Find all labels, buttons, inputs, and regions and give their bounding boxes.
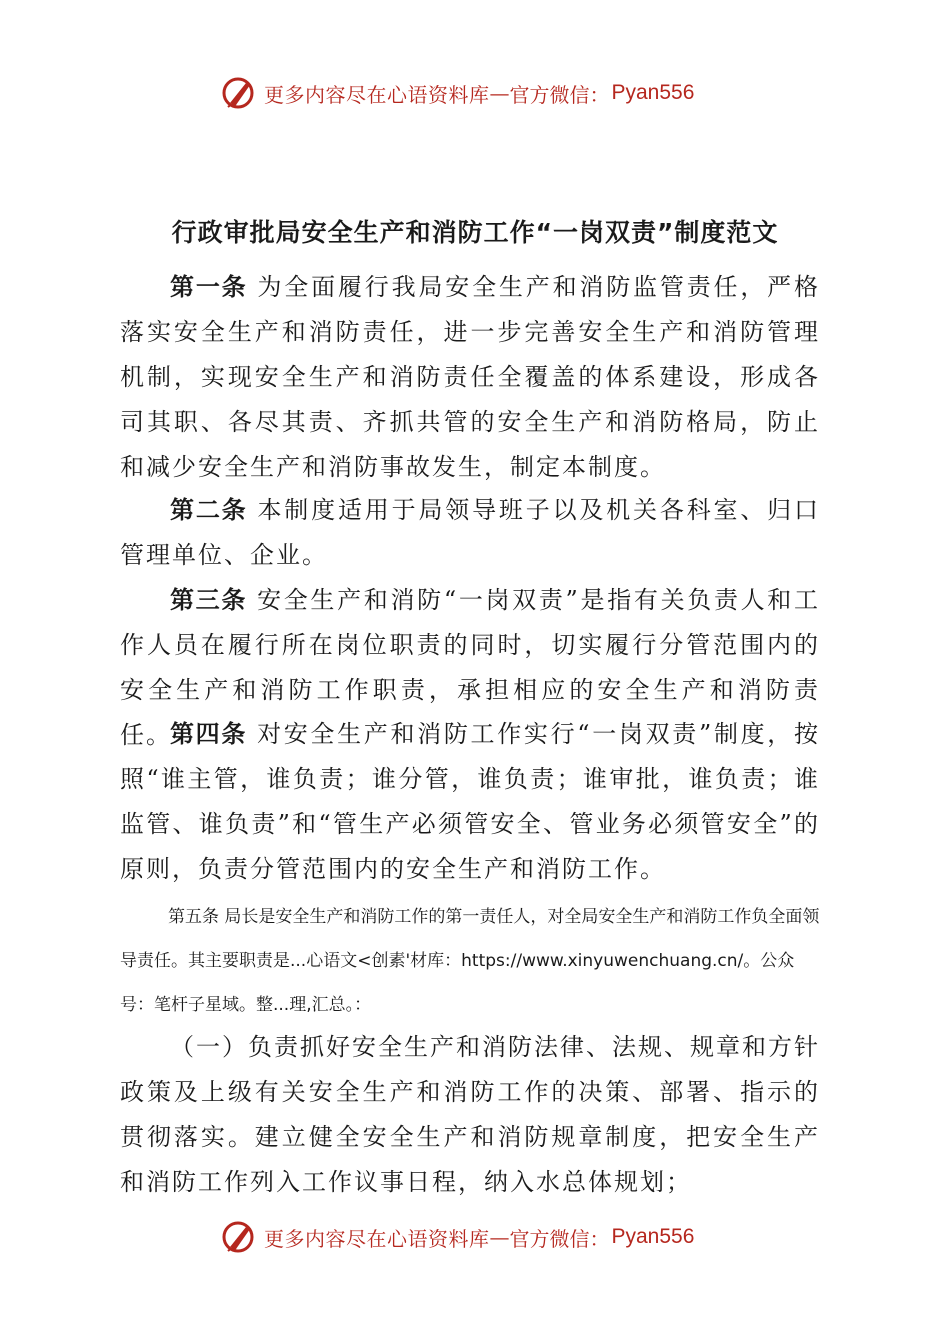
document-title: 行政审批局安全生产和消防工作“一岗双责”制度范文 — [171, 218, 779, 247]
banner-text: 更多内容尽在心语资料库 — [264, 82, 490, 107]
article-4 — [120, 712, 820, 892]
article-body: 为全面履行我局安全生产和消防监管责任，严格落实安全生产和消防责任，进一步完善安全生产和消防管理机制，实现安全生产和消防责任全覆盖的体系建设，形成各司其职、各尽其责、齐抓共管的安全生产和消防格局，防止和减少安全生产和消防事故发生，制定本制度。 — [120, 273, 821, 481]
article-lead: 第一条 — [170, 273, 248, 301]
article-lead: 第二条 — [170, 496, 248, 524]
article-body: 本制度适用于局领导班子以及机关各科室、归口管理单位、企业。 — [120, 496, 821, 569]
item-1: （一）负责抓好安全生产和消防法律、法规、规章和方针政策及上级有关安全生产和消防工作的决策、部署、指示的贯彻落实。建立健全安全生产和消防规章制度，把安全生产和消防工作列入工作议事日程，纳入水总体规划； — [120, 1033, 820, 1196]
banner-separator: — — [489, 81, 510, 105]
brush-logo-icon — [220, 73, 260, 113]
banner-wechat-id: Pyan556 — [611, 81, 695, 104]
footer-banner — [220, 1216, 740, 1258]
article-body: 对安全生产和消防工作实行“一岗双责”制度，按照“谁主管，谁负责；谁分管，谁负责；谁审批，谁负责；谁监管、谁负责”和“管生产必须管安全、管业务必须管安全”的原则，负责分管范围内的安全生产和消防工作。 — [120, 720, 820, 883]
header-banner — [220, 72, 740, 114]
banner-label: 官方微信： — [509, 1226, 610, 1251]
article-lead: 第三条 — [170, 586, 248, 614]
article-2 — [120, 488, 820, 578]
article-body: 安全生产和消防“一岗双责”是指有关负责人和工作人员在履行所在岗位职责的同时，切实履行分管范围内的安全生产和消防工作职责，承担相应的安全生产和消防责任。 — [120, 586, 820, 749]
banner-label: 官方微信： — [509, 82, 610, 107]
banner-wechat-id: Pyan556 — [611, 1225, 695, 1248]
brush-logo-icon — [220, 1217, 260, 1257]
article-lead: 第四条 — [170, 720, 248, 748]
banner-text: 更多内容尽在心语资料库 — [264, 1226, 490, 1251]
article-5: 第五条 局长是安全生产和消防工作的第一责任人，对全局安全生产和消防工作负全面领导责任。其主要职责是...心语文<创素'材库：https://www.xinyuwenchuang.cn/。公众号：笔杆子星域。整...理,汇总。： — [120, 907, 820, 1015]
banner-separator: — — [489, 1225, 510, 1249]
article-1 — [120, 265, 820, 490]
